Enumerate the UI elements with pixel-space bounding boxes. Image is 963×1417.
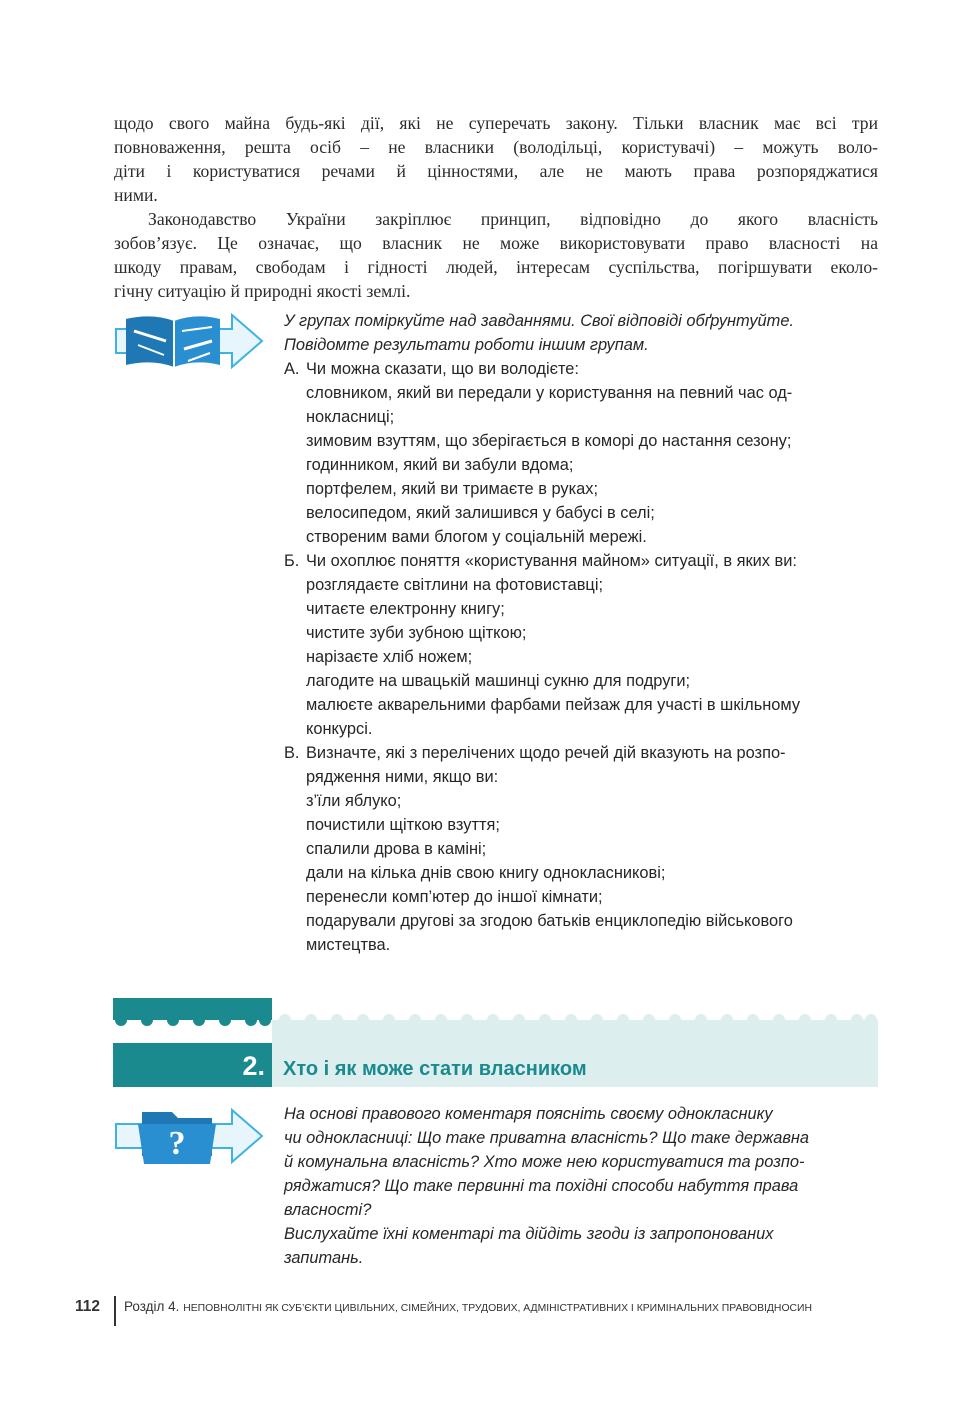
list-item: портфелем, який ви тримаєте в руках; [306,480,598,498]
list-item: зимовим взуттям, що зберігається в коморі до настання сезону; [306,432,792,450]
list-item: чистите зуби зубною щіткою; [306,624,527,642]
text-line: щодо свого майна будь-які дії, які не суперечать закону. Тільки власник має всі три [114,113,878,133]
group-task [284,309,884,957]
question-b [284,549,884,573]
question-text: рядження ними, якщо ви: [306,768,499,786]
task-text: ряджатися? Що таке первинні та похідні способи набуття права [284,1177,799,1195]
list-item: з’їли яблуко; [306,792,402,810]
list-item: спалили дрова в каміні; [306,840,487,858]
running-title [124,1296,812,1320]
dotted-divider [113,1012,878,1028]
list-item: малюєте акварельними фарбами пейзаж для участі в шкільному [306,696,801,714]
question-text: Чи можна сказати, що ви володієте: [306,360,579,378]
folder-task [284,1102,884,1270]
text-line: шкоду правам, свободам і гідності людей, інтересам суспільства, погіршувати еколо- [114,257,878,277]
question-c [284,741,884,765]
question-text: Чи охоплює поняття «користування майном» ситуації, в яких ви: [306,552,797,570]
question-marker: Б. [284,552,300,570]
question-text: Визначте, які з перелічених щодо речей дій вказують на розпо- [306,744,786,762]
list-item: велосипедом, який залишився у бабусі в селі; [306,504,655,522]
question-marker: В. [284,744,300,762]
chapter-title: НЕПОВНОЛІТНІ ЯК СУБ’ЄКТИ ЦИВІЛЬНИХ, СІМЕЙНИХ, ТРУДОВИХ, АДМІНІСТРАТИВНИХ І КРИМІНАЛЬНИХ ПРАВОВІДНОСИН [183,1303,812,1314]
list-item: конкурсі. [306,720,373,738]
list-item: почистили щіткою взуття; [306,816,500,834]
footer-divider [114,1296,116,1326]
open-book-arrow-icon [112,311,264,371]
text-line: ними. [114,185,158,205]
list-item: лагодите на швацькій машинці сукню для подруги; [306,672,691,690]
page-footer [75,1296,935,1326]
task-text: На основі правового коментаря поясніть своєму однокласнику [284,1105,773,1123]
list-item: розглядаєте світлини на фотовиставці; [306,576,604,594]
task-text: запитань. [284,1249,364,1267]
list-item: годинником, який ви забули вдома; [306,456,574,474]
text-line: повноваження, решта осіб – не власники (володільці, користувачі) – можуть воло- [114,137,878,157]
question-marker: А. [284,360,300,378]
question-glyph: ? [168,1125,186,1162]
question-a [284,357,884,381]
law-paragraph [114,207,878,303]
task-instruction: У групах поміркуйте над завданнями. Свої відповіді обґрунтуйте. [284,312,794,330]
text-line: зобов’язує. Це означає, що власник не може використовувати право власності на [114,233,878,253]
intro-paragraph [114,111,878,207]
task-text: Вислухайте їхні коментарі та дійдіть згоди із запропонованих [284,1225,774,1243]
chapter-label: Розділ 4. [124,1299,180,1314]
list-item: мистецтва. [306,936,391,954]
task-text: власності? [284,1201,372,1219]
page-number: 112 [75,1298,101,1315]
task-text: чи однокласниці: Що таке приватна власність? Що таке державна [284,1129,810,1147]
text-line: діти і користуватися речами й цінностями, але не мають права розпоряджатися [114,161,878,181]
list-item: нокласниці; [306,408,395,426]
section-title: Хто і як може стати власником [283,1058,587,1080]
list-item: читаєте електронну книгу; [306,600,505,618]
list-item: словником, який ви передали у користування на певний час од- [306,384,793,402]
list-item: перенесли комп’ютер до іншої кімнати; [306,888,603,906]
section-header [113,998,878,1087]
list-item: створеним вами блогом у соціальній мережі. [306,528,647,546]
list-item: дали на кілька днів свою книгу однокласникові; [306,864,666,882]
list-item: нарізаєте хліб ножем; [306,648,473,666]
question-folder-arrow-icon [112,1106,264,1166]
section-number: 2. [242,1051,265,1081]
list-item: подарували другові за згодою батьків енциклопедію військового [306,912,793,930]
task-text: й комунальна власність? Хто може нею користуватися та розпо- [284,1153,805,1171]
task-instruction: Повідомте результати роботи іншим групам. [284,336,649,354]
text-line: Законодавство України закріплює принцип, відповідно до якого власність [148,209,878,229]
text-line: гічну ситуацію й природні якості землі. [114,281,411,301]
